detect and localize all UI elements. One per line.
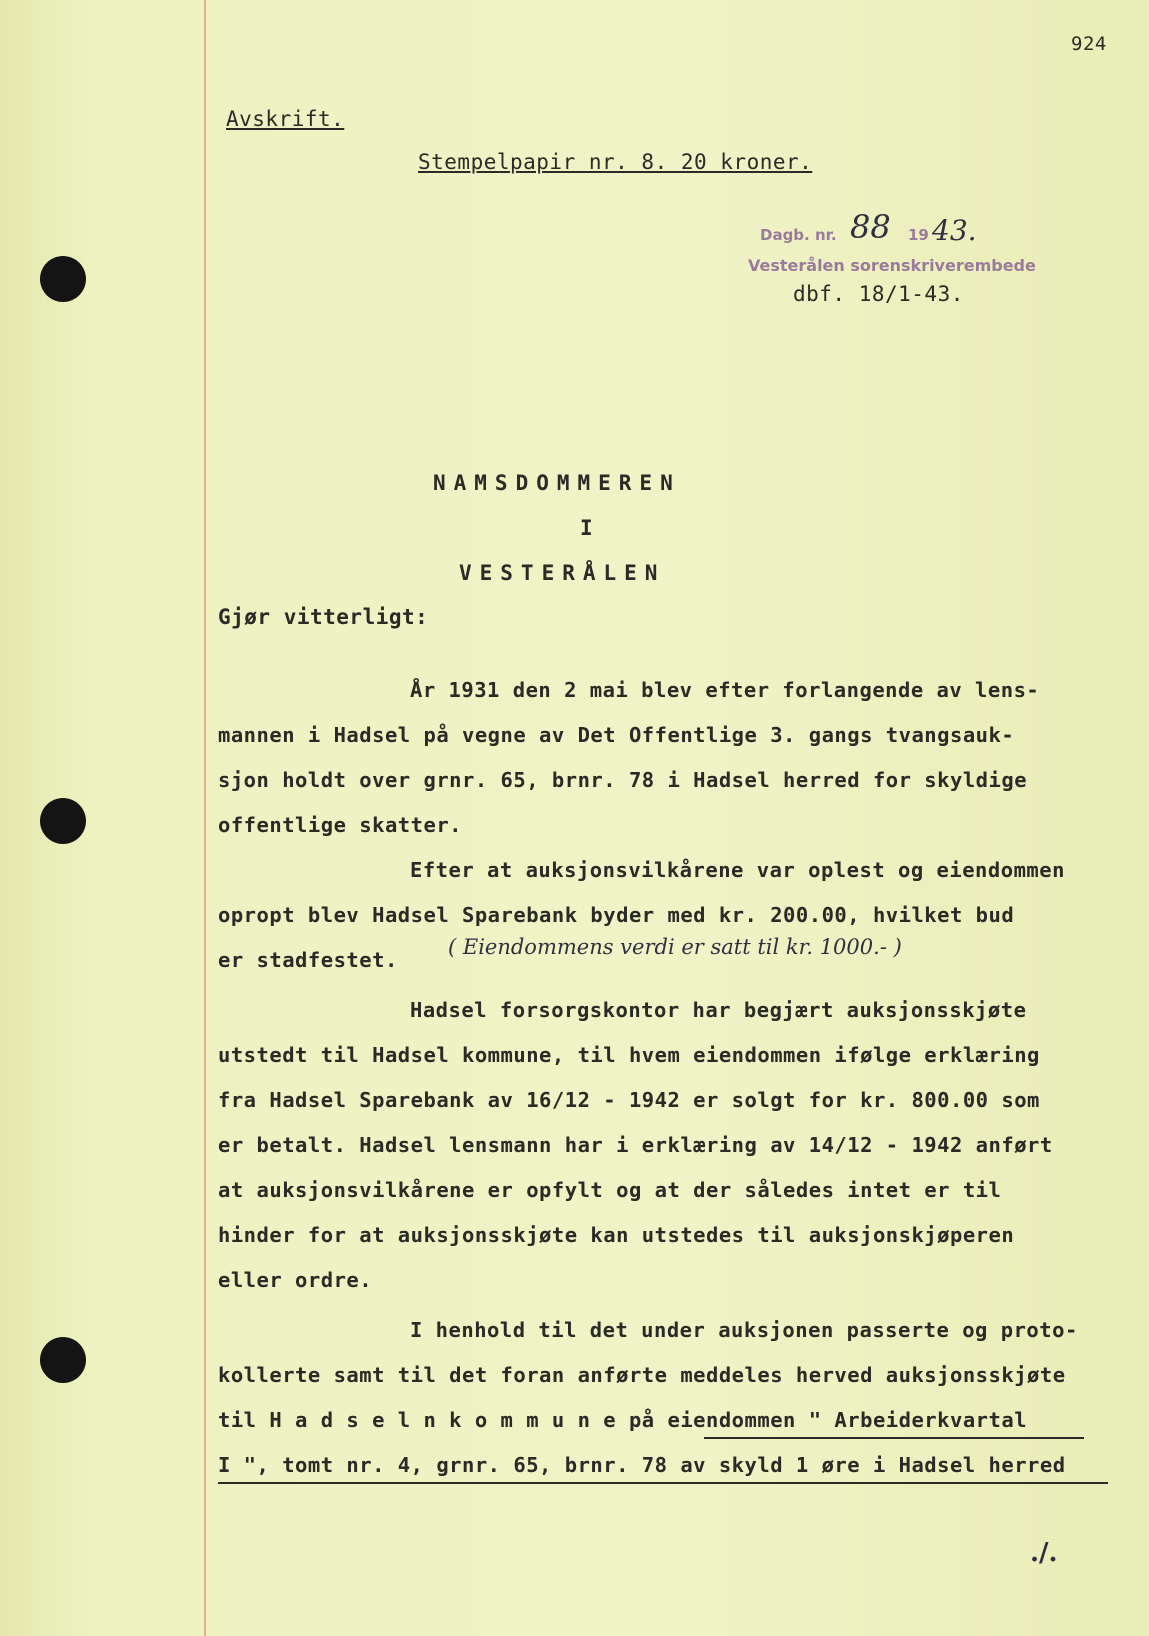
body-line: Efter at auksjonsvilkårene var oplest og eiendommen — [410, 858, 1065, 882]
underline-property-2 — [218, 1482, 1108, 1484]
body-line: hinder for at auksjonsskjøte kan utstedes til auksjonskjøperen — [218, 1223, 1015, 1247]
body-line: opropt blev Hadsel Sparebank byder med kr. 200.00, hvilket bud — [218, 903, 1015, 927]
title-line-2: I — [580, 516, 601, 540]
dbf-date: dbf. 18/1-43. — [793, 282, 964, 306]
body-line: mannen i Hadsel på vegne av Det Offentlige 3. gangs tvangsauk- — [218, 723, 1015, 747]
stamp-year: 43. — [932, 214, 977, 247]
body-line: Hadsel forsorgskontor har begjært auksjonsskjøte — [410, 998, 1027, 1022]
body-line: fra Hadsel Sparebank av 16/12 - 1942 er solgt for kr. 800.00 som — [218, 1088, 1040, 1112]
punch-hole-middle — [40, 798, 86, 844]
stamp-year-prefix: 19 — [908, 226, 929, 244]
body-line: sjon holdt over grnr. 65, brnr. 78 i Hadsel herred for skyldige — [218, 768, 1028, 792]
body-line: til H a d s e l n k o m m u n e på eiendommen " Arbeiderkvartal — [218, 1408, 1028, 1432]
body-line: at auksjonsvilkårene er opfylt og at der således intet er til — [218, 1178, 1002, 1202]
punch-hole-top — [40, 256, 86, 302]
stempel-label: Stempelpapir nr. 8. 20 kroner. — [418, 150, 813, 174]
title-line-3: VESTERÅLEN — [459, 561, 666, 585]
stamp-number: 88 — [850, 208, 891, 246]
body-line: År 1931 den 2 mai blev efter forlangende av lens- — [410, 678, 1040, 702]
body-line: utstedt til Hadsel kommune, til hvem eiendommen ifølge erklæring — [218, 1043, 1040, 1067]
stamp-dagb-prefix: Dagb. nr. — [760, 226, 837, 244]
continuation-mark: ./. — [1030, 1538, 1058, 1568]
avskrift-label: Avskrift. — [226, 107, 345, 131]
title-line-1: NAMSDOMMEREN — [433, 471, 681, 495]
body-line: er betalt. Hadsel lensmann har i erklæring av 14/12 - 1942 anført — [218, 1133, 1053, 1157]
stamp-office: Vesterålen sorenskriverembede — [748, 256, 1036, 275]
punch-hole-bottom — [40, 1337, 86, 1383]
body-line: kollerte samt til det foran anførte meddeles herved auksjonsskjøte — [218, 1363, 1066, 1387]
margin-line — [204, 0, 206, 1636]
body-line: I henhold til det under auksjonen passerte og proto- — [410, 1318, 1078, 1342]
salutation: Gjør vitterligt: — [218, 605, 429, 629]
underline-property-1 — [704, 1437, 1084, 1439]
page-number: 924 — [1071, 33, 1107, 55]
handwritten-note: ( Eiendommens verdi er satt til kr. 1000.- ) — [448, 935, 902, 959]
body-line: I ", tomt nr. 4, grnr. 65, brnr. 78 av skyld 1 øre i Hadsel herred — [218, 1453, 1066, 1477]
body-line: eller ordre. — [218, 1268, 373, 1292]
body-line: offentlige skatter. — [218, 813, 462, 837]
body-line: er stadfestet. — [218, 948, 398, 972]
